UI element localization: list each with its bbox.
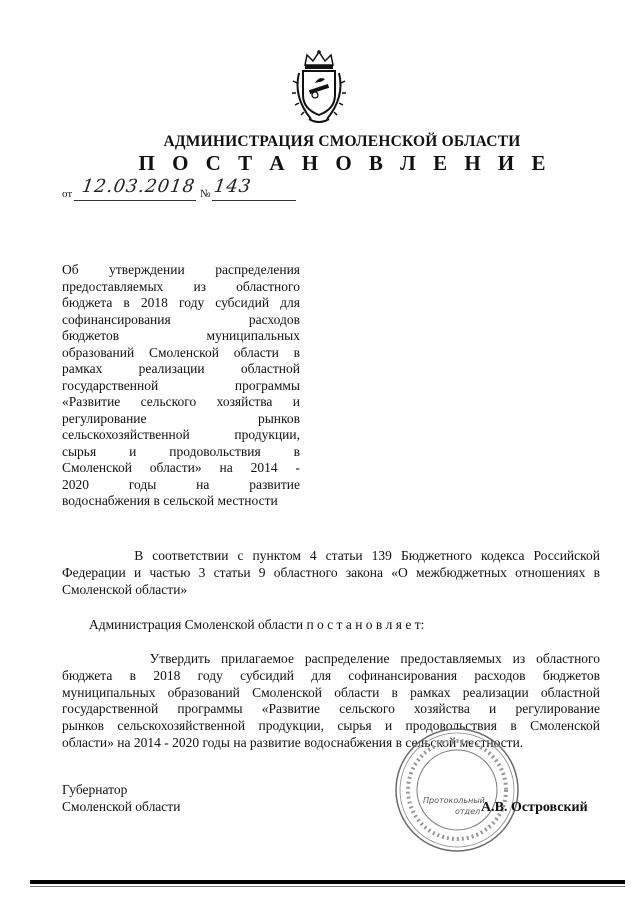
handwritten-date: 12.03.2018 (80, 176, 197, 197)
paragraph-line: Администрация Смоленской области п о с т а н о в л я е т: (62, 617, 425, 632)
number-prefix: № (200, 188, 211, 200)
subject-line: предоставляемых из областного (62, 278, 300, 294)
document-meta (62, 176, 302, 202)
paragraph-line: Федерации и частью 3 статьи 9 областного закона «О межбюджетных отношениях в (62, 564, 600, 580)
date-underline (74, 200, 196, 201)
signatory-name: А.В. Островский (481, 800, 588, 815)
subject-line: Смоленской области» на 2014 - (62, 460, 300, 475)
subject-line: бюджета в 2018 году субсидий для (62, 295, 300, 310)
signatory-position (62, 781, 180, 815)
subject-line: софинансирования расходов (62, 311, 300, 327)
subject-line: сельскохозяйственной продукции, (62, 427, 300, 442)
subject-line: образований Смоленской области в (62, 344, 300, 360)
subject-line: водоснабжения в сельской местности (62, 493, 278, 508)
document-type-title: П О С Т А Н О В Л Е Н И Е (138, 151, 552, 175)
paragraph-line: бюджета в 2018 году субсидий для софинансирования расходов бюджетов (62, 667, 600, 683)
stamp-label-line1: Протокольный (423, 796, 485, 805)
official-seal (392, 725, 522, 855)
subject-line: сырья и продовольствия в (62, 443, 300, 459)
date-prefix: от (62, 188, 73, 200)
resolution-clause (62, 617, 600, 634)
bottom-rule-thin (30, 886, 625, 887)
paragraph-line: муниципальных образований Смоленской области в рамках реализации областной (62, 684, 600, 700)
paragraph-line: Смоленской области» (62, 581, 188, 597)
paragraph-line: государственной программы «Развитие сельского хозяйства и регулирование (62, 701, 600, 717)
subject-line: бюджетов муниципальных (62, 328, 300, 343)
position-line: Губернатор (62, 782, 128, 797)
organization-title: АДМИНИСТРАЦИЯ СМОЛЕНСКОЙ ОБЛАСТИ (163, 133, 521, 150)
subject-line: «Развитие сельского хозяйства и (62, 394, 300, 409)
stamp-label-line2: отдел (455, 807, 481, 816)
subject-line: регулирование рынков (62, 410, 300, 426)
coat-of-arms-emblem (289, 49, 349, 127)
handwritten-number: 143 (212, 176, 253, 197)
bottom-rule (30, 880, 625, 884)
position-line: Смоленской области (62, 799, 181, 814)
number-underline (212, 200, 296, 201)
paragraph-line: Утвердить прилагаемое распределение предоставляемых из областного (62, 651, 600, 666)
paragraph-line: рынков сельскохозяйственной продукции, сырья и продовольствия в Смоленской (62, 718, 600, 734)
paragraph-line: В соответствии с пунктом 4 статьи 139 Бюджетного кодекса Российской (62, 548, 600, 563)
subject-line: Об утверждении распределения (62, 262, 300, 277)
subject-line: 2020 годы на развитие (62, 476, 300, 492)
subject-line: государственной программы (62, 377, 300, 393)
subject-block (62, 262, 300, 510)
subject-line: рамках реализации областной (62, 361, 300, 376)
paragraph-line: области» на 2014 - 2020 годы на развитие водоснабжения в сельской местности. (62, 734, 524, 750)
basis-paragraph (62, 548, 600, 598)
